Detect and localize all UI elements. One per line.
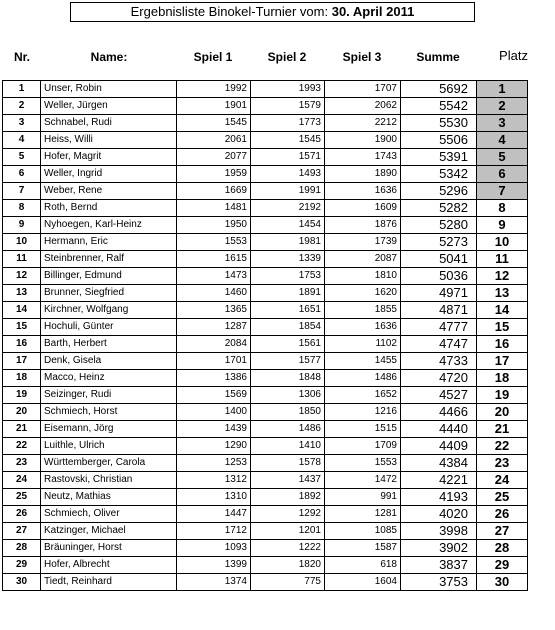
cell-nr: 25 — [3, 489, 41, 506]
cell-name: Weller, Ingrid — [41, 166, 177, 183]
cell-platz: 20 — [477, 404, 528, 421]
cell-name: Denk, Gisela — [41, 353, 177, 370]
cell-spiel1: 1712 — [177, 523, 251, 540]
cell-summe: 4221 — [401, 472, 477, 489]
cell-summe: 5542 — [401, 98, 477, 115]
cell-spiel1: 1310 — [177, 489, 251, 506]
cell-nr: 7 — [3, 183, 41, 200]
cell-spiel3: 1900 — [325, 132, 401, 149]
cell-spiel3: 1102 — [325, 336, 401, 353]
table-row — [3, 200, 528, 217]
table-row — [3, 81, 528, 98]
cell-nr: 9 — [3, 217, 41, 234]
cell-spiel3: 1515 — [325, 421, 401, 438]
cell-spiel1: 1312 — [177, 472, 251, 489]
cell-name: Nyhoegen, Karl-Heinz — [41, 217, 177, 234]
cell-spiel1: 1439 — [177, 421, 251, 438]
cell-summe: 4193 — [401, 489, 477, 506]
table-row — [3, 98, 528, 115]
cell-spiel1: 1447 — [177, 506, 251, 523]
cell-spiel3: 1085 — [325, 523, 401, 540]
cell-name: Seizinger, Rudi — [41, 387, 177, 404]
cell-nr: 1 — [3, 81, 41, 98]
cell-summe: 4527 — [401, 387, 477, 404]
cell-nr: 27 — [3, 523, 41, 540]
cell-summe: 5036 — [401, 268, 477, 285]
cell-name: Württemberger, Carola — [41, 455, 177, 472]
cell-spiel3: 1455 — [325, 353, 401, 370]
cell-platz: 1 — [477, 81, 528, 98]
cell-platz: 14 — [477, 302, 528, 319]
cell-spiel3: 1486 — [325, 370, 401, 387]
table-row — [3, 268, 528, 285]
cell-spiel2: 1306 — [251, 387, 325, 404]
cell-spiel2: 1753 — [251, 268, 325, 285]
cell-name: Hochuli, Günter — [41, 319, 177, 336]
cell-spiel1: 1386 — [177, 370, 251, 387]
cell-spiel1: 1473 — [177, 268, 251, 285]
cell-nr: 5 — [3, 149, 41, 166]
cell-nr: 10 — [3, 234, 41, 251]
cell-nr: 2 — [3, 98, 41, 115]
cell-spiel1: 1481 — [177, 200, 251, 217]
cell-spiel1: 1615 — [177, 251, 251, 268]
cell-spiel1: 1290 — [177, 438, 251, 455]
cell-spiel3: 1636 — [325, 319, 401, 336]
cell-summe: 5296 — [401, 183, 477, 200]
title-prefix: Ergebnisliste Binokel-Turnier vom: — [130, 4, 332, 19]
cell-summe: 4777 — [401, 319, 477, 336]
cell-spiel2: 1848 — [251, 370, 325, 387]
cell-nr: 16 — [3, 336, 41, 353]
cell-nr: 23 — [3, 455, 41, 472]
table-row — [3, 489, 528, 506]
cell-platz: 25 — [477, 489, 528, 506]
cell-name: Weber, Rene — [41, 183, 177, 200]
cell-name: Heiss, Willi — [41, 132, 177, 149]
cell-spiel2: 1892 — [251, 489, 325, 506]
cell-summe: 5530 — [401, 115, 477, 132]
cell-platz: 7 — [477, 183, 528, 200]
cell-nr: 20 — [3, 404, 41, 421]
header-spiel1: Spiel 1 — [193, 50, 233, 64]
cell-platz: 10 — [477, 234, 528, 251]
cell-spiel2: 1854 — [251, 319, 325, 336]
header-name: Name: — [90, 50, 128, 64]
cell-spiel1: 1399 — [177, 557, 251, 574]
cell-spiel2: 1571 — [251, 149, 325, 166]
cell-spiel1: 1569 — [177, 387, 251, 404]
cell-nr: 17 — [3, 353, 41, 370]
cell-spiel2: 1545 — [251, 132, 325, 149]
table-row — [3, 421, 528, 438]
cell-spiel1: 1669 — [177, 183, 251, 200]
cell-name: Hofer, Magrit — [41, 149, 177, 166]
cell-name: Bräuninger, Horst — [41, 540, 177, 557]
cell-spiel3: 1620 — [325, 285, 401, 302]
table-row — [3, 387, 528, 404]
cell-spiel3: 1281 — [325, 506, 401, 523]
cell-platz: 18 — [477, 370, 528, 387]
cell-summe: 4466 — [401, 404, 477, 421]
cell-platz: 2 — [477, 98, 528, 115]
cell-platz: 26 — [477, 506, 528, 523]
cell-summe: 4020 — [401, 506, 477, 523]
cell-summe: 4871 — [401, 302, 477, 319]
cell-spiel3: 1636 — [325, 183, 401, 200]
table-row — [3, 557, 528, 574]
cell-spiel1: 1950 — [177, 217, 251, 234]
cell-spiel3: 1216 — [325, 404, 401, 421]
cell-nr: 12 — [3, 268, 41, 285]
cell-spiel2: 2192 — [251, 200, 325, 217]
cell-summe: 3753 — [401, 574, 477, 591]
cell-spiel3: 1609 — [325, 200, 401, 217]
cell-name: Luithle, Ulrich — [41, 438, 177, 455]
cell-spiel3: 1743 — [325, 149, 401, 166]
cell-nr: 18 — [3, 370, 41, 387]
cell-summe: 4409 — [401, 438, 477, 455]
cell-spiel2: 1577 — [251, 353, 325, 370]
table-row — [3, 353, 528, 370]
cell-spiel3: 1553 — [325, 455, 401, 472]
cell-spiel1: 1545 — [177, 115, 251, 132]
cell-nr: 3 — [3, 115, 41, 132]
table-row — [3, 234, 528, 251]
cell-platz: 24 — [477, 472, 528, 489]
header-nr: Nr. — [13, 50, 30, 64]
table-row — [3, 132, 528, 149]
cell-spiel1: 2084 — [177, 336, 251, 353]
cell-platz: 22 — [477, 438, 528, 455]
cell-platz: 3 — [477, 115, 528, 132]
cell-spiel3: 2062 — [325, 98, 401, 115]
column-headers — [0, 50, 555, 68]
cell-platz: 5 — [477, 149, 528, 166]
cell-spiel3: 1587 — [325, 540, 401, 557]
cell-spiel1: 1093 — [177, 540, 251, 557]
cell-nr: 13 — [3, 285, 41, 302]
table-row — [3, 455, 528, 472]
table-row — [3, 251, 528, 268]
cell-spiel3: 1604 — [325, 574, 401, 591]
cell-name: Schnabel, Rudi — [41, 115, 177, 132]
cell-spiel3: 1707 — [325, 81, 401, 98]
table-row — [3, 319, 528, 336]
cell-spiel3: 1652 — [325, 387, 401, 404]
cell-summe: 4720 — [401, 370, 477, 387]
cell-spiel1: 1400 — [177, 404, 251, 421]
cell-name: Brunner, Siegfried — [41, 285, 177, 302]
cell-name: Tiedt, Reinhard — [41, 574, 177, 591]
cell-platz: 11 — [477, 251, 528, 268]
cell-spiel2: 1454 — [251, 217, 325, 234]
cell-spiel1: 1253 — [177, 455, 251, 472]
cell-name: Barth, Herbert — [41, 336, 177, 353]
cell-summe: 5692 — [401, 81, 477, 98]
cell-nr: 8 — [3, 200, 41, 217]
cell-summe: 5506 — [401, 132, 477, 149]
cell-name: Hermann, Eric — [41, 234, 177, 251]
cell-summe: 5280 — [401, 217, 477, 234]
cell-spiel2: 1410 — [251, 438, 325, 455]
cell-nr: 6 — [3, 166, 41, 183]
cell-name: Steinbrenner, Ralf — [41, 251, 177, 268]
table-row — [3, 149, 528, 166]
cell-platz: 30 — [477, 574, 528, 591]
cell-summe: 3998 — [401, 523, 477, 540]
cell-name: Rastovski, Christian — [41, 472, 177, 489]
cell-spiel2: 1820 — [251, 557, 325, 574]
cell-spiel2: 775 — [251, 574, 325, 591]
cell-spiel1: 2077 — [177, 149, 251, 166]
table-row — [3, 472, 528, 489]
cell-spiel2: 1651 — [251, 302, 325, 319]
cell-name: Kirchner, Wolfgang — [41, 302, 177, 319]
cell-spiel3: 991 — [325, 489, 401, 506]
cell-platz: 15 — [477, 319, 528, 336]
cell-spiel1: 1959 — [177, 166, 251, 183]
cell-spiel3: 1709 — [325, 438, 401, 455]
cell-nr: 30 — [3, 574, 41, 591]
cell-spiel2: 1993 — [251, 81, 325, 98]
cell-platz: 13 — [477, 285, 528, 302]
cell-spiel3: 1472 — [325, 472, 401, 489]
cell-platz: 17 — [477, 353, 528, 370]
cell-platz: 6 — [477, 166, 528, 183]
cell-spiel3: 1890 — [325, 166, 401, 183]
header-platz: Platz — [499, 48, 528, 63]
cell-platz: 19 — [477, 387, 528, 404]
cell-spiel3: 1876 — [325, 217, 401, 234]
cell-nr: 4 — [3, 132, 41, 149]
cell-summe: 5391 — [401, 149, 477, 166]
cell-spiel3: 1810 — [325, 268, 401, 285]
header-summe: Summe — [416, 50, 460, 64]
cell-spiel2: 1222 — [251, 540, 325, 557]
cell-summe: 4733 — [401, 353, 477, 370]
cell-spiel2: 1773 — [251, 115, 325, 132]
page-title — [70, 2, 475, 22]
cell-platz: 21 — [477, 421, 528, 438]
header-spiel2: Spiel 2 — [267, 50, 307, 64]
cell-spiel2: 1292 — [251, 506, 325, 523]
table-row — [3, 506, 528, 523]
cell-platz: 23 — [477, 455, 528, 472]
cell-spiel1: 1460 — [177, 285, 251, 302]
cell-platz: 9 — [477, 217, 528, 234]
cell-summe: 4384 — [401, 455, 477, 472]
cell-summe: 5273 — [401, 234, 477, 251]
cell-spiel2: 1201 — [251, 523, 325, 540]
table-row — [3, 438, 528, 455]
cell-spiel2: 1991 — [251, 183, 325, 200]
cell-spiel3: 1855 — [325, 302, 401, 319]
cell-summe: 5342 — [401, 166, 477, 183]
table-row — [3, 302, 528, 319]
cell-summe: 4747 — [401, 336, 477, 353]
cell-name: Billinger, Edmund — [41, 268, 177, 285]
table-row — [3, 217, 528, 234]
table-row — [3, 404, 528, 421]
cell-spiel2: 1561 — [251, 336, 325, 353]
cell-summe: 3902 — [401, 540, 477, 557]
cell-nr: 26 — [3, 506, 41, 523]
cell-spiel1: 1901 — [177, 98, 251, 115]
cell-spiel3: 2087 — [325, 251, 401, 268]
cell-summe: 5282 — [401, 200, 477, 217]
cell-name: Macco, Heinz — [41, 370, 177, 387]
cell-spiel2: 1339 — [251, 251, 325, 268]
cell-spiel1: 1701 — [177, 353, 251, 370]
table-row — [3, 183, 528, 200]
cell-platz: 27 — [477, 523, 528, 540]
cell-spiel1: 1365 — [177, 302, 251, 319]
cell-name: Schmiech, Oliver — [41, 506, 177, 523]
table-row — [3, 166, 528, 183]
results-table — [2, 80, 528, 591]
cell-spiel1: 2061 — [177, 132, 251, 149]
cell-summe: 4971 — [401, 285, 477, 302]
cell-name: Schmiech, Horst — [41, 404, 177, 421]
cell-spiel2: 1850 — [251, 404, 325, 421]
cell-spiel3: 2212 — [325, 115, 401, 132]
header-spiel3: Spiel 3 — [342, 50, 382, 64]
cell-nr: 21 — [3, 421, 41, 438]
cell-spiel2: 1891 — [251, 285, 325, 302]
cell-spiel1: 1553 — [177, 234, 251, 251]
cell-spiel2: 1486 — [251, 421, 325, 438]
cell-platz: 28 — [477, 540, 528, 557]
title-date: 30. April 2011 — [331, 4, 415, 19]
cell-platz: 4 — [477, 132, 528, 149]
cell-summe: 3837 — [401, 557, 477, 574]
table-row — [3, 115, 528, 132]
cell-nr: 24 — [3, 472, 41, 489]
cell-spiel1: 1992 — [177, 81, 251, 98]
cell-nr: 14 — [3, 302, 41, 319]
table-row — [3, 370, 528, 387]
table-row — [3, 540, 528, 557]
cell-nr: 29 — [3, 557, 41, 574]
cell-summe: 5041 — [401, 251, 477, 268]
cell-name: Neutz, Mathias — [41, 489, 177, 506]
table-row — [3, 285, 528, 302]
cell-name: Hofer, Albrecht — [41, 557, 177, 574]
cell-name: Roth, Bernd — [41, 200, 177, 217]
cell-platz: 8 — [477, 200, 528, 217]
table-row — [3, 523, 528, 540]
cell-spiel2: 1579 — [251, 98, 325, 115]
cell-spiel2: 1437 — [251, 472, 325, 489]
cell-name: Eisemann, Jörg — [41, 421, 177, 438]
cell-spiel2: 1578 — [251, 455, 325, 472]
cell-nr: 19 — [3, 387, 41, 404]
cell-spiel1: 1374 — [177, 574, 251, 591]
cell-nr: 28 — [3, 540, 41, 557]
cell-spiel3: 1739 — [325, 234, 401, 251]
cell-nr: 22 — [3, 438, 41, 455]
cell-summe: 4440 — [401, 421, 477, 438]
cell-spiel2: 1493 — [251, 166, 325, 183]
cell-spiel3: 618 — [325, 557, 401, 574]
cell-nr: 15 — [3, 319, 41, 336]
table-row — [3, 336, 528, 353]
cell-spiel1: 1287 — [177, 319, 251, 336]
cell-name: Katzinger, Michael — [41, 523, 177, 540]
table-row — [3, 574, 528, 591]
cell-platz: 29 — [477, 557, 528, 574]
cell-spiel2: 1981 — [251, 234, 325, 251]
cell-platz: 12 — [477, 268, 528, 285]
cell-platz: 16 — [477, 336, 528, 353]
cell-nr: 11 — [3, 251, 41, 268]
cell-name: Unser, Robin — [41, 81, 177, 98]
cell-name: Weller, Jürgen — [41, 98, 177, 115]
